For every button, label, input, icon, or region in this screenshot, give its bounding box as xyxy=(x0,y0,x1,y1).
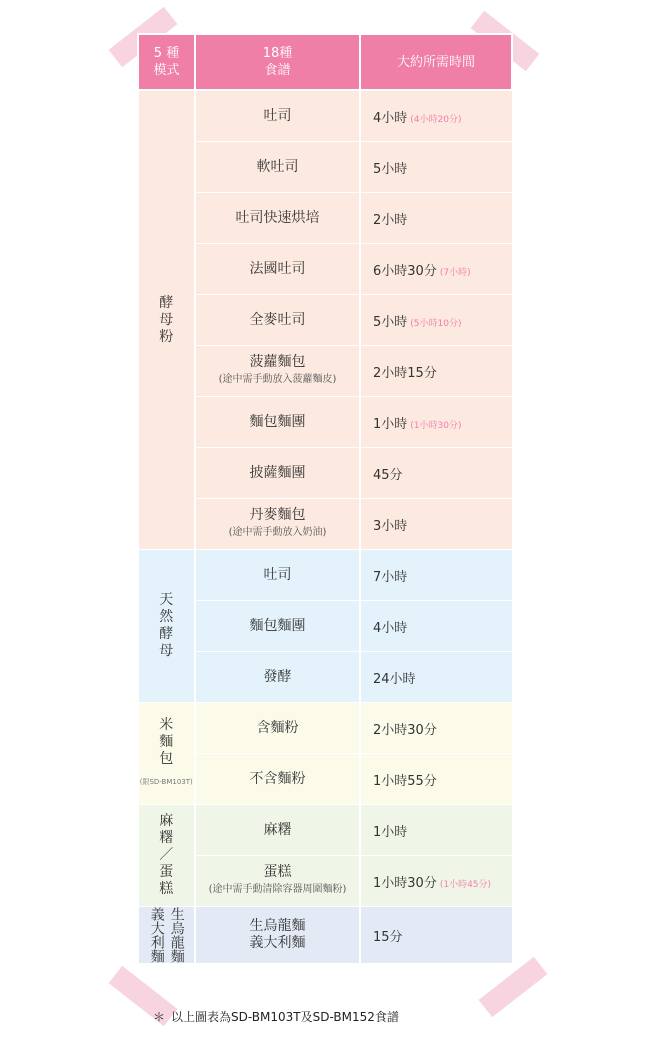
time-value: 24小時 xyxy=(373,671,416,687)
recipe-name: 生烏龍麵 義大利麵 xyxy=(249,918,306,951)
mode-cell xyxy=(138,805,195,907)
mode-label-text: 生烏龍麵 xyxy=(168,907,185,963)
time-value: 1小時30分 xyxy=(373,875,437,891)
table-row xyxy=(138,397,512,448)
mode-label-text: 義大利麵 xyxy=(148,907,165,963)
mode-label-char: 酵 xyxy=(159,294,174,311)
recipe-cell xyxy=(195,397,360,448)
time-cell xyxy=(360,448,512,499)
time-value: 1小時55分 xyxy=(373,773,437,789)
mode-cell xyxy=(138,907,195,964)
recipe-name: 發酵 xyxy=(263,668,292,685)
recipe-cell xyxy=(195,193,360,244)
table-row xyxy=(138,907,512,964)
mode-label-char: 蛋 xyxy=(159,864,174,880)
mode-label xyxy=(139,813,195,898)
time-cell xyxy=(360,397,512,448)
time-cell xyxy=(360,754,512,805)
table-row xyxy=(138,805,512,856)
time-cell xyxy=(360,601,512,652)
recipe-name: 麵包麵團 xyxy=(249,617,306,634)
recipe-name: 丹麥麵包 xyxy=(249,507,306,523)
mode-label-char: 麵 xyxy=(159,733,174,750)
recipe-cell xyxy=(195,907,360,964)
time-value: 5小時 xyxy=(373,314,408,330)
recipe-cell xyxy=(195,703,360,754)
recipe-cell xyxy=(195,142,360,193)
recipe-cell xyxy=(195,295,360,346)
table-row xyxy=(138,652,512,703)
recipe-name: 軟吐司 xyxy=(256,158,299,175)
table-row xyxy=(138,295,512,346)
header-mode-line2: 模式 xyxy=(153,63,180,78)
footnote xyxy=(153,1008,399,1025)
time-note: (7小時) xyxy=(439,267,471,278)
recipe-cell xyxy=(195,448,360,499)
time-note: (5小時10分) xyxy=(410,318,462,329)
time-cell xyxy=(360,856,512,907)
time-cell xyxy=(360,90,512,142)
mode-label-char: 然 xyxy=(159,609,174,625)
time-note: (1小時45分) xyxy=(439,879,492,890)
time-value: 5小時 xyxy=(373,161,408,177)
mode-label-char: 麻 xyxy=(159,813,174,829)
header-time: 大約所需時間 xyxy=(360,34,512,90)
recipe-name: 不含麵粉 xyxy=(249,770,306,787)
table-row xyxy=(138,550,512,601)
time-cell xyxy=(360,652,512,703)
recipe-cell xyxy=(195,550,360,601)
recipe-subnote: (途中需手動清除容器周圍麵粉) xyxy=(208,884,347,895)
recipe-cell xyxy=(195,90,360,142)
recipe-name: 吐司 xyxy=(263,566,292,583)
time-value: 4小時 xyxy=(373,110,408,126)
table-row xyxy=(138,142,512,193)
recipe-name: 吐司 xyxy=(263,107,292,124)
header-recipe-line1: 18種 xyxy=(262,46,293,61)
recipe-name: 法國吐司 xyxy=(249,260,306,277)
recipe-name: 含麵粉 xyxy=(256,719,299,736)
time-cell xyxy=(360,805,512,856)
mode-label-char: ／ xyxy=(159,847,174,863)
recipe-cell xyxy=(195,601,360,652)
time-cell xyxy=(360,346,512,397)
time-value: 1小時 xyxy=(373,824,408,840)
time-value: 4小時 xyxy=(373,620,408,636)
mode-label-char: 米 xyxy=(159,716,174,733)
table-body xyxy=(138,90,512,964)
time-value: 6小時30分 xyxy=(373,263,437,279)
time-value: 15分 xyxy=(373,929,403,945)
mode-label-char: 糕 xyxy=(159,881,174,897)
mode-note: (限SD-BM103T) xyxy=(139,777,193,786)
mode-label-column xyxy=(168,907,185,963)
recipe-name: 蛋糕 xyxy=(263,864,292,880)
recipe-cell xyxy=(195,346,360,397)
mode-cell xyxy=(138,703,195,805)
mode-label-char: 糬 xyxy=(159,830,174,846)
mode-cell xyxy=(138,90,195,550)
mode-label-char: 母 xyxy=(159,311,174,328)
mode-label xyxy=(139,592,195,660)
header-recipe-line2: 食譜 xyxy=(264,63,291,78)
mode-label xyxy=(139,295,195,346)
time-cell xyxy=(360,142,512,193)
recipe-cell xyxy=(195,244,360,295)
time-cell xyxy=(360,244,512,295)
mode-label-char: 包 xyxy=(159,750,174,767)
time-value: 2小時30分 xyxy=(373,722,437,738)
time-value: 2小時15分 xyxy=(373,365,437,381)
table-row xyxy=(138,346,512,397)
mode-label xyxy=(139,907,195,963)
mode-label-char: 酵 xyxy=(159,626,174,642)
table-row xyxy=(138,703,512,754)
mode-label xyxy=(139,717,195,768)
header-mode xyxy=(138,34,195,90)
recipe-name: 吐司快速烘培 xyxy=(235,209,320,226)
recipe-cell xyxy=(195,499,360,550)
table-row xyxy=(138,754,512,805)
time-cell xyxy=(360,907,512,964)
header-recipe xyxy=(195,34,360,90)
recipe-cell xyxy=(195,652,360,703)
time-cell xyxy=(360,550,512,601)
recipe-cell xyxy=(195,754,360,805)
time-value: 3小時 xyxy=(373,518,408,534)
table-header-row xyxy=(138,34,512,90)
decorative-tape-bottom-right xyxy=(479,957,548,1017)
footnote-text: 以上圖表為SD-BM103T及SD-BM152食譜 xyxy=(171,1010,399,1024)
time-note: (4小時20分) xyxy=(410,114,462,125)
time-cell xyxy=(360,703,512,754)
table-row xyxy=(138,193,512,244)
table-row xyxy=(138,856,512,907)
recipe-name: 全麥吐司 xyxy=(249,311,306,328)
mode-label-column xyxy=(148,907,165,963)
table-row xyxy=(138,601,512,652)
recipe-name: 麻糬 xyxy=(263,821,292,838)
recipe-cell xyxy=(195,856,360,907)
mode-label-char: 粉 xyxy=(159,328,174,345)
time-cell xyxy=(360,295,512,346)
recipe-time-table xyxy=(137,33,513,964)
time-value: 2小時 xyxy=(373,212,408,228)
footnote-star: ＊ xyxy=(153,1010,166,1024)
time-note: (1小時30分) xyxy=(410,420,462,431)
time-cell xyxy=(360,193,512,244)
time-value: 1小時 xyxy=(373,416,408,432)
recipe-name: 麵包麵團 xyxy=(249,413,306,430)
time-value: 45分 xyxy=(373,467,403,483)
recipe-subnote: (途中需手動放入奶油) xyxy=(228,527,327,538)
recipe-cell xyxy=(195,805,360,856)
mode-label-char: 天 xyxy=(159,592,174,608)
recipe-name: 菠蘿麵包 xyxy=(249,354,306,370)
time-cell xyxy=(360,499,512,550)
table-row xyxy=(138,244,512,295)
recipe-name: 披薩麵團 xyxy=(249,464,306,481)
header-mode-line1: 5 種 xyxy=(153,46,180,61)
mode-label-char: 母 xyxy=(159,643,174,659)
recipe-subnote: (途中需手動放入菠蘿麵皮) xyxy=(218,374,337,385)
table-row xyxy=(138,90,512,142)
time-value: 7小時 xyxy=(373,569,408,585)
table-row xyxy=(138,448,512,499)
table-row xyxy=(138,499,512,550)
mode-cell xyxy=(138,550,195,703)
